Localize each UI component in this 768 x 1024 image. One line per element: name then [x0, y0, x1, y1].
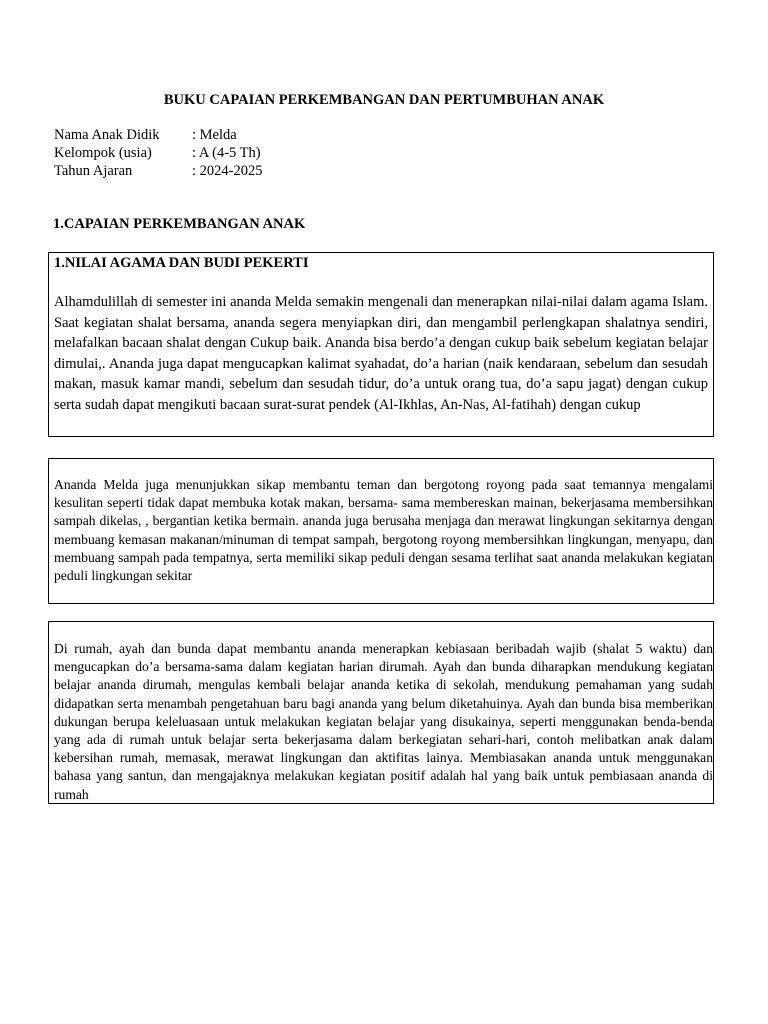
home-support-text: Di rumah, ayah dan bunda dapat membantu ananda menerapkan kebiasaan beribadah wajib (shalat 5 waktu) dan mengucapkan do’a bersama-sama dalam kegiatan harian dirumah. Ayah dan bunda diharapkan mendukung kegiatan belajar ananda dirumah, mengulas kembali belajar ananda ketika di sekolah, mendukung pemahaman yang sudah didapatkan serta menambah pengetahuan baru bagi ananda yang belum diketahuinya. Ayah dan bunda bisa memberikan dukungan berupa keleluasaan untuk melakukan kegiatan belajar yang disukainya, seperti menggunakan benda-benda yang ada di rumah untuk belajar serta bekerjasama dalam berkegiatan sehari-hari, contoh melibatkan anak dalam kebersihan rumah, memasak, merawat lingkungan dan aktifitas lainya. Membiasakan ananda untuk menggunakan bahasa yang santun, dan mengajaknya melakukan kegiatan positif adalah hal yang baik untuk pembiasaan ananda di rumah — [54, 641, 713, 802]
social-behavior-text: Ananda Melda juga menunjukkan sikap membantu teman dan bergotong royong pada saat temannya mengalami kesulitan seperti tidak dapat membuka kotak makan, bersama- sama membereskan mainan, bekerjasama membersihkan sampah dikelas, , bergantian ketika bermain. ananda juga berusaha menjaga dan merawat lingkungan sekitarnya dengan membuang kemasan makanan/minuman di tempat sampah, bergotong royong membersihkan lingkungan, menyapu, dan membuang sampah pada tempatnya, serta memiliki sikap peduli dengan sesama terlihat saat ananda melakukan kegiatan peduli lingkungan sekitar — [54, 477, 713, 584]
student-info — [54, 126, 262, 180]
info-label: Nama Anak Didik — [54, 127, 160, 143]
religion-values-text: Alhamdulillah di semester ini ananda Melda semakin mengenali dan menerapkan nilai-nilai dalam agama Islam. Saat kegiatan shalat bersama, ananda segera menyiapkan diri, dan mengambil perlengkapan shalatnya sendiri, melafalkan bacaan shalat dengan Cukup baik. Ananda bisa berdo’a dengan cukup baik sebelum kegiatan belajar dimulai,. Ananda juga dapat mengucapkan kalimat syahadat, do’a harian (naik kendaraan, sebelum dan sesudah makan, masuk kamar mandi, sebelum dan sesudah tidur, do’a untuk orang tua, do’a sapu jagat) dengan cukup serta sudah dapat mengikuti bacaan surat-surat pendek (Al-Ikhlas, An-Nas, Al-fatihah) dengan cukup — [54, 294, 708, 413]
info-value: : Melda — [192, 127, 237, 143]
info-value: : A (4-5 Th) — [192, 145, 261, 161]
section-heading: 1.CAPAIAN PERKEMBANGAN ANAK — [53, 216, 306, 232]
info-value: : 2024-2025 — [192, 163, 263, 179]
info-row-group — [54, 144, 262, 162]
info-row-year — [54, 162, 262, 180]
box-heading: 1.NILAI AGAMA DAN BUDI PEKERTI — [54, 255, 309, 271]
document-title: BUKU CAPAIAN PERKEMBANGAN DAN PERTUMBUHAN ANAK — [163, 92, 605, 108]
home-support-box — [48, 621, 714, 804]
social-behavior-box — [48, 458, 714, 604]
info-label: Kelompok (usia) — [54, 145, 152, 161]
info-row-name — [54, 126, 262, 144]
info-label: Tahun Ajaran — [54, 163, 133, 179]
religion-values-box — [48, 252, 714, 437]
